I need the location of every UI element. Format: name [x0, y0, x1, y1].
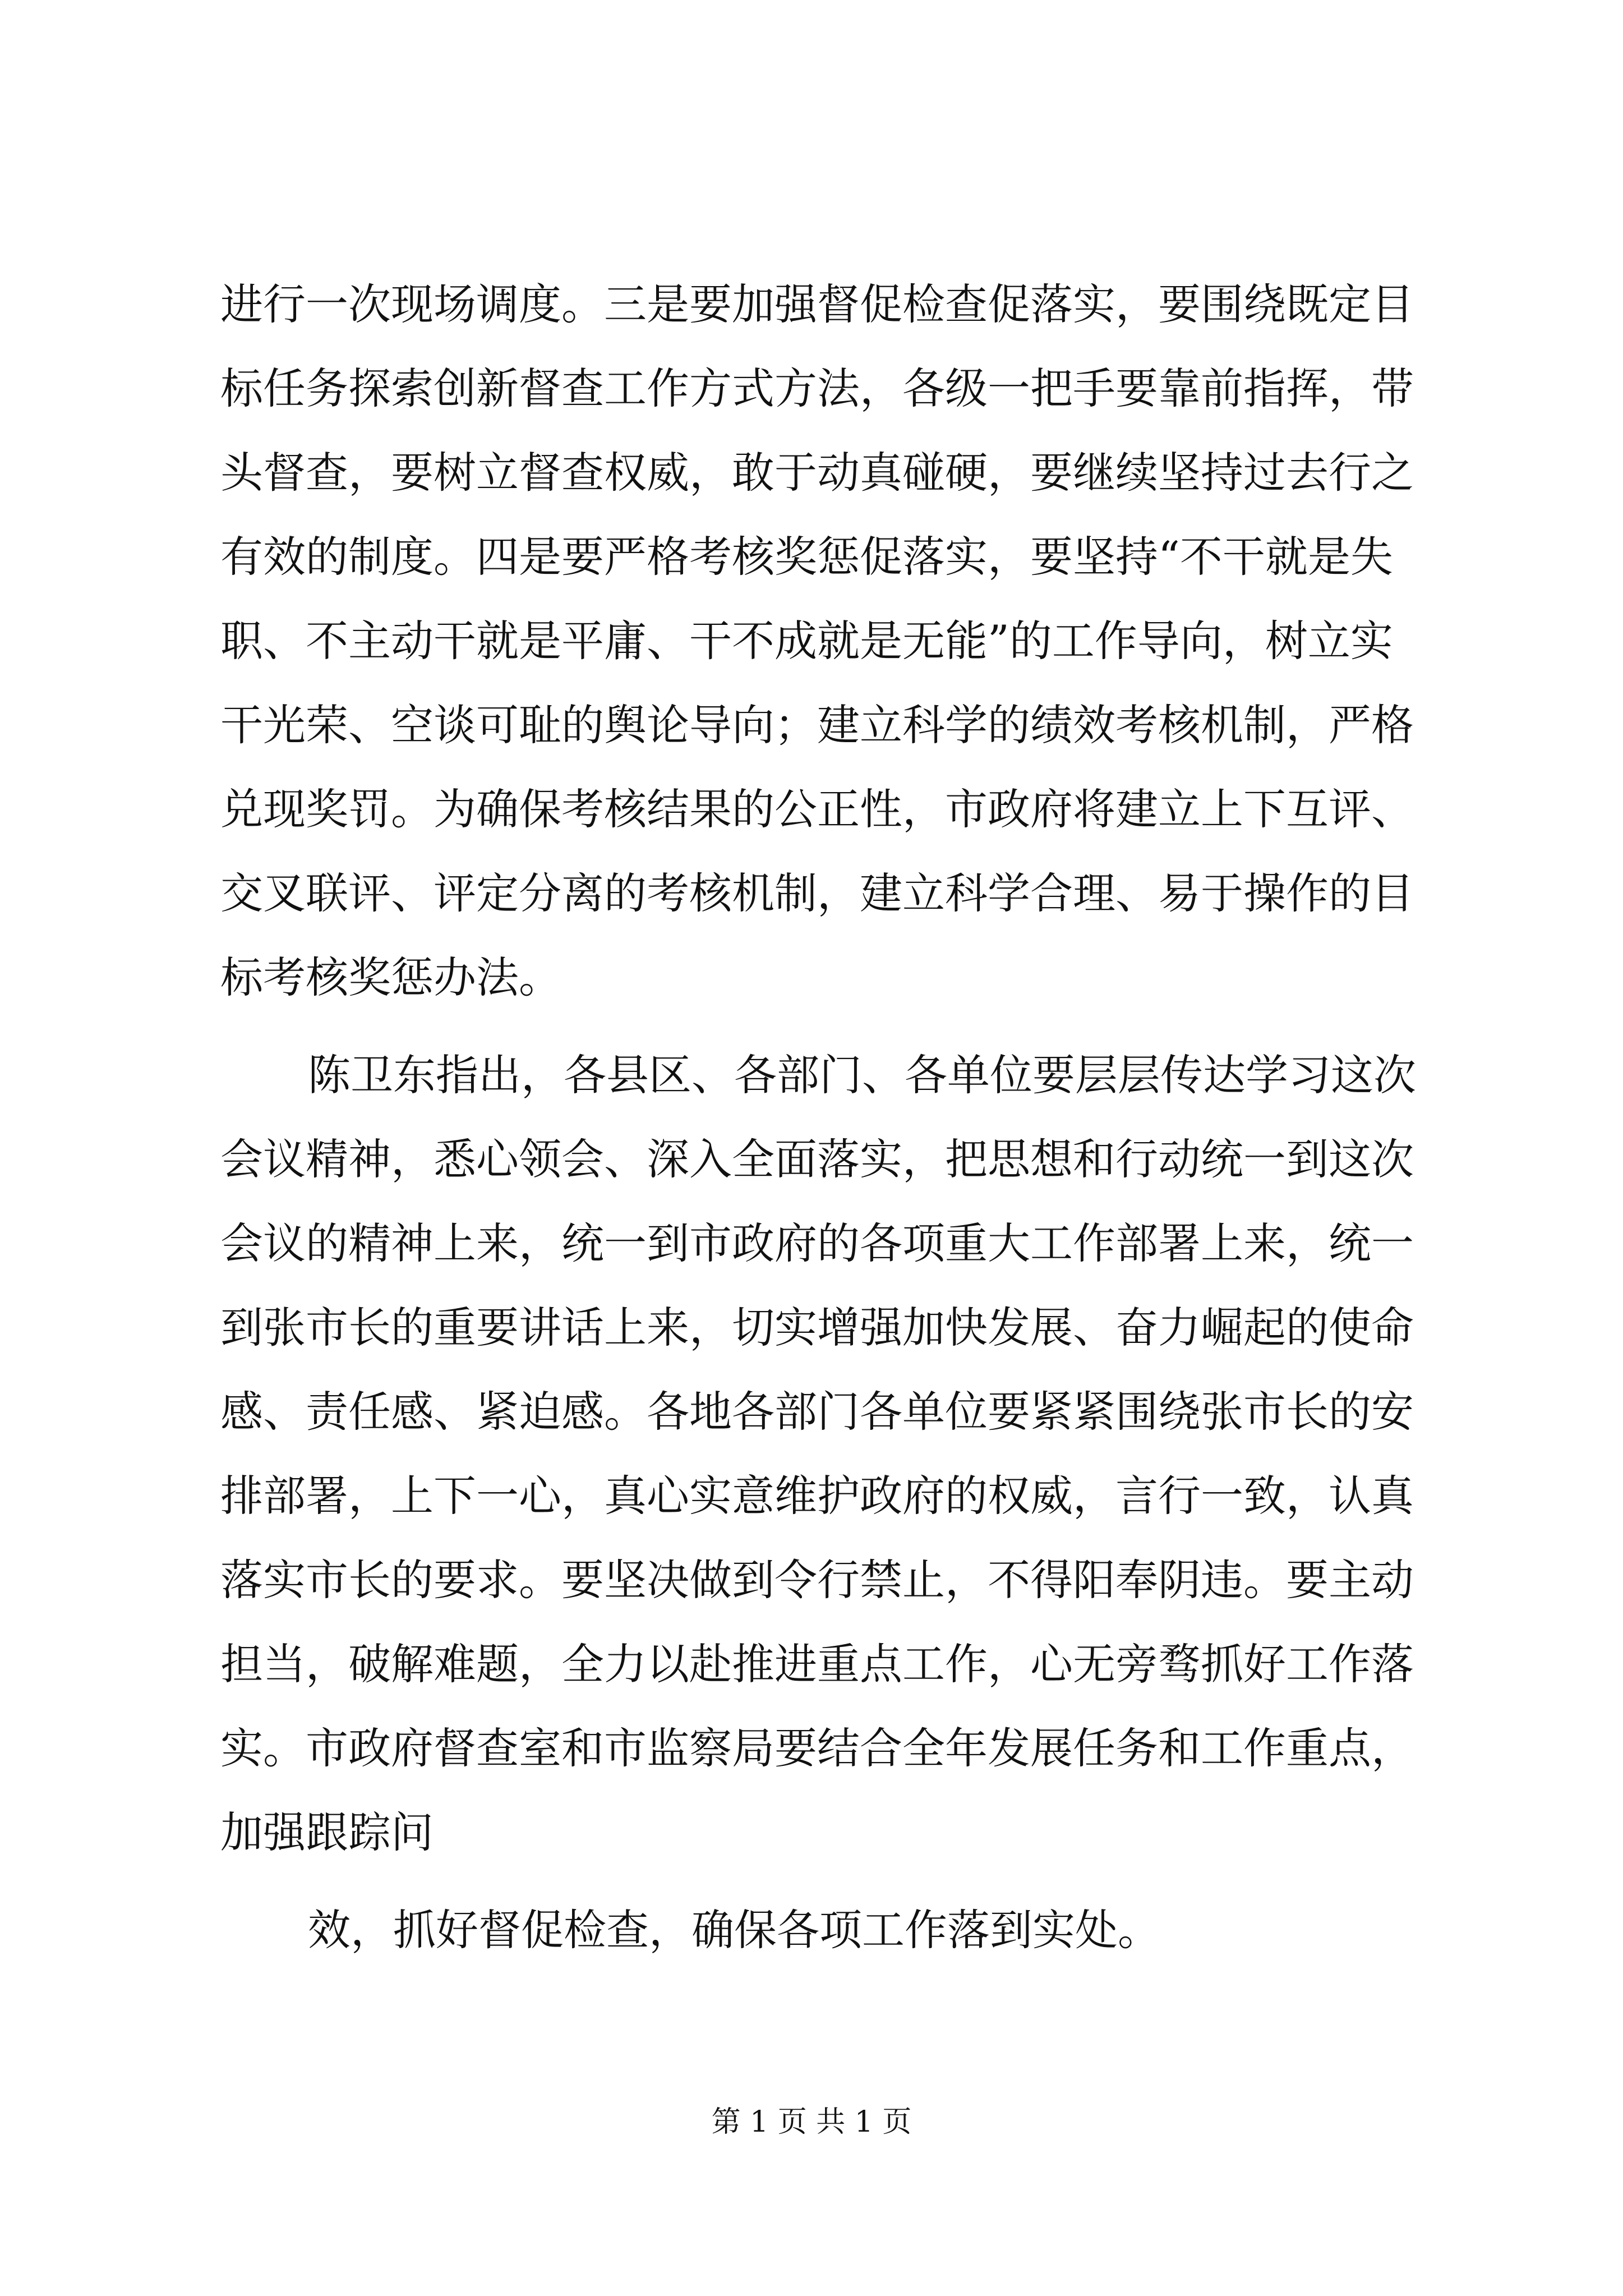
text-line: 会议的精神上来，统一到市政府的各项重大工作部署上来，统一	[220, 1218, 1414, 1268]
text-line: 感、责任感、紧迫感。各地各部门各单位要紧紧围绕张市长的安	[220, 1387, 1414, 1437]
text-line: 有效的制度。四是要严格考核奖惩促落实，要坚持“不干就是失	[220, 532, 1393, 582]
text-line: 干光荣、空谈可耻的舆论导向；建立科学的绩效考核机制，严格	[220, 700, 1414, 750]
text-line: 交叉联评、评定分离的考核机制，建立科学合理、易于操作的目	[220, 868, 1414, 918]
paragraph	[220, 1033, 1443, 1875]
text-line: 加强跟踪问	[220, 1807, 434, 1857]
text-line: 排部署，上下一心，真心实意维护政府的权威，言行一致，认真	[220, 1471, 1414, 1521]
paragraph-gap	[220, 1020, 1443, 1033]
text-line: 标考核奖惩办法。	[220, 953, 561, 1002]
paragraph	[220, 263, 1443, 1020]
text-line: 陈卫东指出，各县区、各部门、各单位要层层传达学习这次	[308, 1050, 1416, 1100]
text-line: 进行一次现场调度。三是要加强督促检查促落实，要围绕既定目	[220, 279, 1414, 329]
page-footer: 第 1 页 共 1 页	[711, 2105, 912, 2139]
text-line: 落实市长的要求。要坚决做到令行禁止，不得阳奉阴违。要主动	[220, 1555, 1414, 1605]
document-body	[220, 263, 1443, 1972]
text-line: 到张市长的重要讲话上来，切实增强加快发展、奋力崛起的使命	[220, 1303, 1414, 1352]
text-line: 会议精神，悉心领会、深入全面落实，把思想和行动统一到这次	[220, 1134, 1414, 1184]
paragraph	[220, 1888, 1443, 1972]
text-line: 实。市政府督查室和市监察局要结合全年发展任务和工作重点，	[220, 1723, 1414, 1773]
text-line: 担当，破解难题，全力以赴推进重点工作，心无旁骛抓好工作落	[220, 1639, 1414, 1689]
text-line: 标任务探索创新督查工作方式方法，各级一把手要靠前指挥，带	[220, 364, 1414, 413]
paragraph-gap	[220, 1875, 1443, 1888]
text-line: 头督查，要树立督查权威，敢于动真碰硬，要继续坚持过去行之	[220, 448, 1414, 498]
text-line: 职、不主动干就是平庸、干不成就是无能”的工作导向，树立实	[220, 616, 1393, 666]
text-line: 兑现奖罚。为确保考核结果的公正性，市政府将建立上下互评、	[220, 784, 1414, 834]
text-line: 效，抓好督促检查，确保各项工作落到实处。	[308, 1905, 1160, 1955]
